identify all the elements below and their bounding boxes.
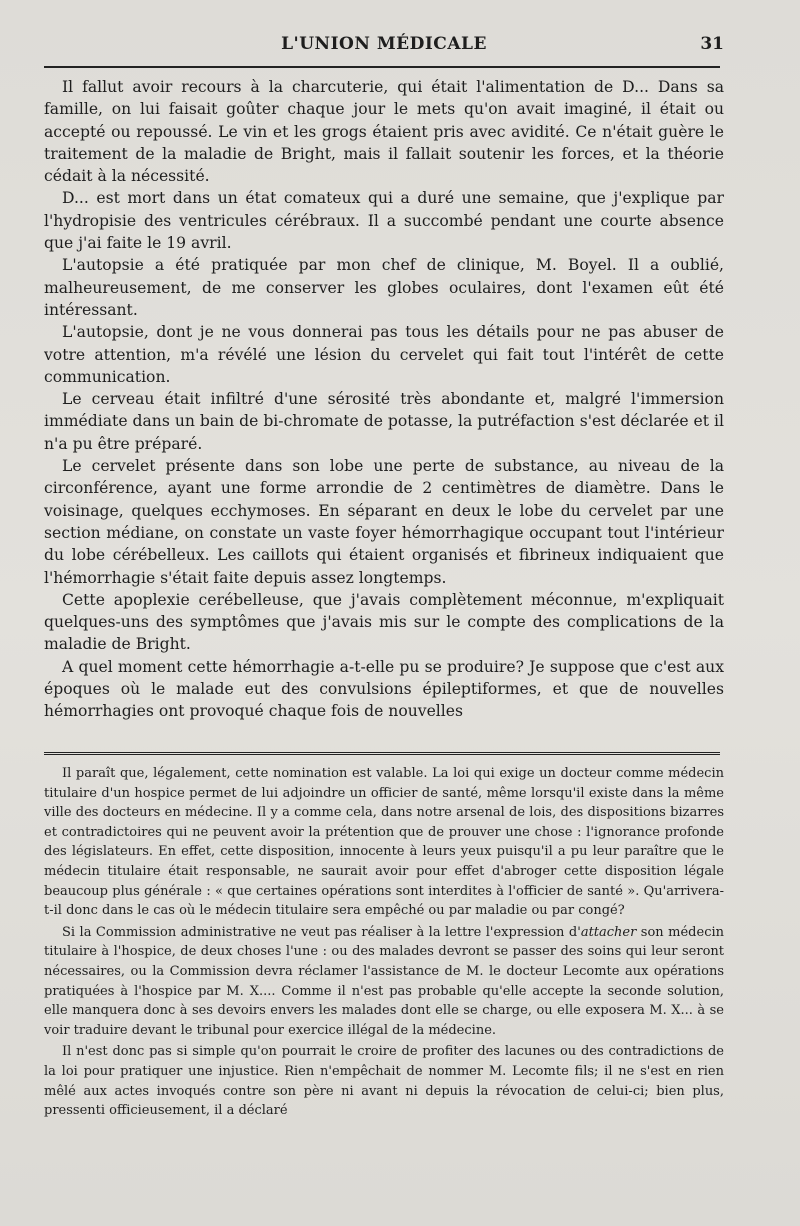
footnote-paragraph <box>44 923 724 1041</box>
paragraph: L'autopsie a été pratiquée par mon chef de clinique, M. Boyel. Il a oublié, malheureusement, de me conserver les globes oculaires, dont l'examen eût été intéressant. <box>44 256 724 319</box>
header-rule <box>44 66 720 68</box>
main-text <box>44 76 724 723</box>
page-number: 31 <box>700 34 724 54</box>
paragraph: Le cervelet présente dans son lobe une perte de substance, au niveau de la circonférence, ayant une forme arrondie de 2 centimètres de diamètre. Dans le voisinage, quelques ecchymoses. En séparant en deux le lobe du cervelet par une section médiane, on constate un vaste foyer hémorrhagique occupant tout l'intérieur du lobe cérébelleux. Les caillots qui étaient organisés et fibrineux indiquaient que l'hémorrhagie s'était faite depuis assez longtemps. <box>44 457 724 587</box>
footnote-text: Si la Commission administrative ne veut pas réaliser à la lettre l'expression d' <box>62 924 581 940</box>
paragraph: A quel moment cette hémorrhagie a-t-elle pu se produire? Je suppose que c'est aux époques où le malade eut des convulsions épileptiformes, et que de nouvelles hémorrhagies ont provoqué chaque fois de nouvelles <box>44 657 724 721</box>
paragraph: Le cerveau était infiltré d'une sérosité très abondante et, malgré l'immersion immédiate dans un bain de bi-chromate de potasse, la putréfaction s'est déclarée et il n'a pu être préparé. <box>44 390 724 453</box>
footnote-italic-word: attacher <box>580 924 637 940</box>
paragraph: L'autopsie, dont je ne vous donnerai pas tous les détails pour ne pas abuser de votre attention, m'a révélé une lésion du cervelet qui fait tout l'intérêt de cette communication. <box>44 323 724 386</box>
paragraph: Cette apoplexie cerébelleuse, que j'avais complètement méconnue, m'expliquait quelques-uns des symptômes que j'avais mis sur le compte des complications de la maladie de Bright. <box>44 590 724 654</box>
footnote-text: son médecin titulaire à l'hospice, de deux choses l'une : ou des malades devront se passer des soins qui leur seront nécessaires, ou la Commission devra réclamer l'assistance de M. le docteur Lecomte aux opérations pratiquées à l'hospice par M. X.... Comme il n'est pas probable qu'elle accepte la seconde solution, elle manquera donc à ses devoirs envers les malades dont elle se charge, ou elle exposera M. X... à se voir traduire devant le tribunal pour exercice illégal de la médecine. <box>44 924 725 1038</box>
footnote <box>44 764 724 1123</box>
paragraph: Il fallut avoir recours à la charcuterie, qui était l'alimentation de D... Dans sa famille, on lui faisait goûter chaque jour le mets qu'on avait imaginé, il était ou accepté ou repoussé. Le vin et les grogs étaient pris avec avidité. Ce n'était guère le traitement de la maladie de Bright, mais il fallait soutenir les forces, et la théorie cédait à la nécessité. <box>44 78 724 186</box>
running-title: L'UNION MÉDICALE <box>281 34 487 54</box>
footnote-paragraph: Il paraît que, légalement, cette nomination est valable. La loi qui exige un docteur comme médecin titulaire d'un hospice permet de lui adjoindre un officier de santé, même lorsqu'il existe dans la même ville des docteurs en médecine. Il y a comme cela, dans notre arsenal de lois, des dispositions bizarres et contradictoires qui ne peuvent avoir la prétention que de prouver une chose : l'ignorance profonde des législateurs. En effet, cette disposition, innocente à leurs yeux puisqu'il a pu leur paraître que le médecin titulaire était responsable, ne saurait avoir pour effet d'abroger cette disposition légale beaucoup plus générale : « que certaines opérations sont interdites à l'officier de santé ». Qu'arrivera-t-il donc dans le cas où le médecin titulaire sera empêché ou par maladie ou par congé? <box>44 766 724 919</box>
footnote-paragraph: Il n'est donc pas si simple qu'on pourrait le croire de profiter des lacunes ou des contradictions de la loi pour pratiquer une injustice. Rien n'empêchait de nommer M. Lecomte fils; il ne s'est en rien mêlé aux actes invoqués contre son père ni avant ni depuis la révocation de celui-ci; bien plus, pressenti officieusement, il a déclaré <box>44 1044 724 1119</box>
paragraph: D... est mort dans un état comateux qui a duré une semaine, que j'explique par l'hydropisie des ventricules cérébraux. Il a succombé pendant une courte absence que j'ai faite le 19 avril. <box>44 189 724 253</box>
page-header <box>44 34 724 58</box>
footnote-rule <box>44 752 720 755</box>
